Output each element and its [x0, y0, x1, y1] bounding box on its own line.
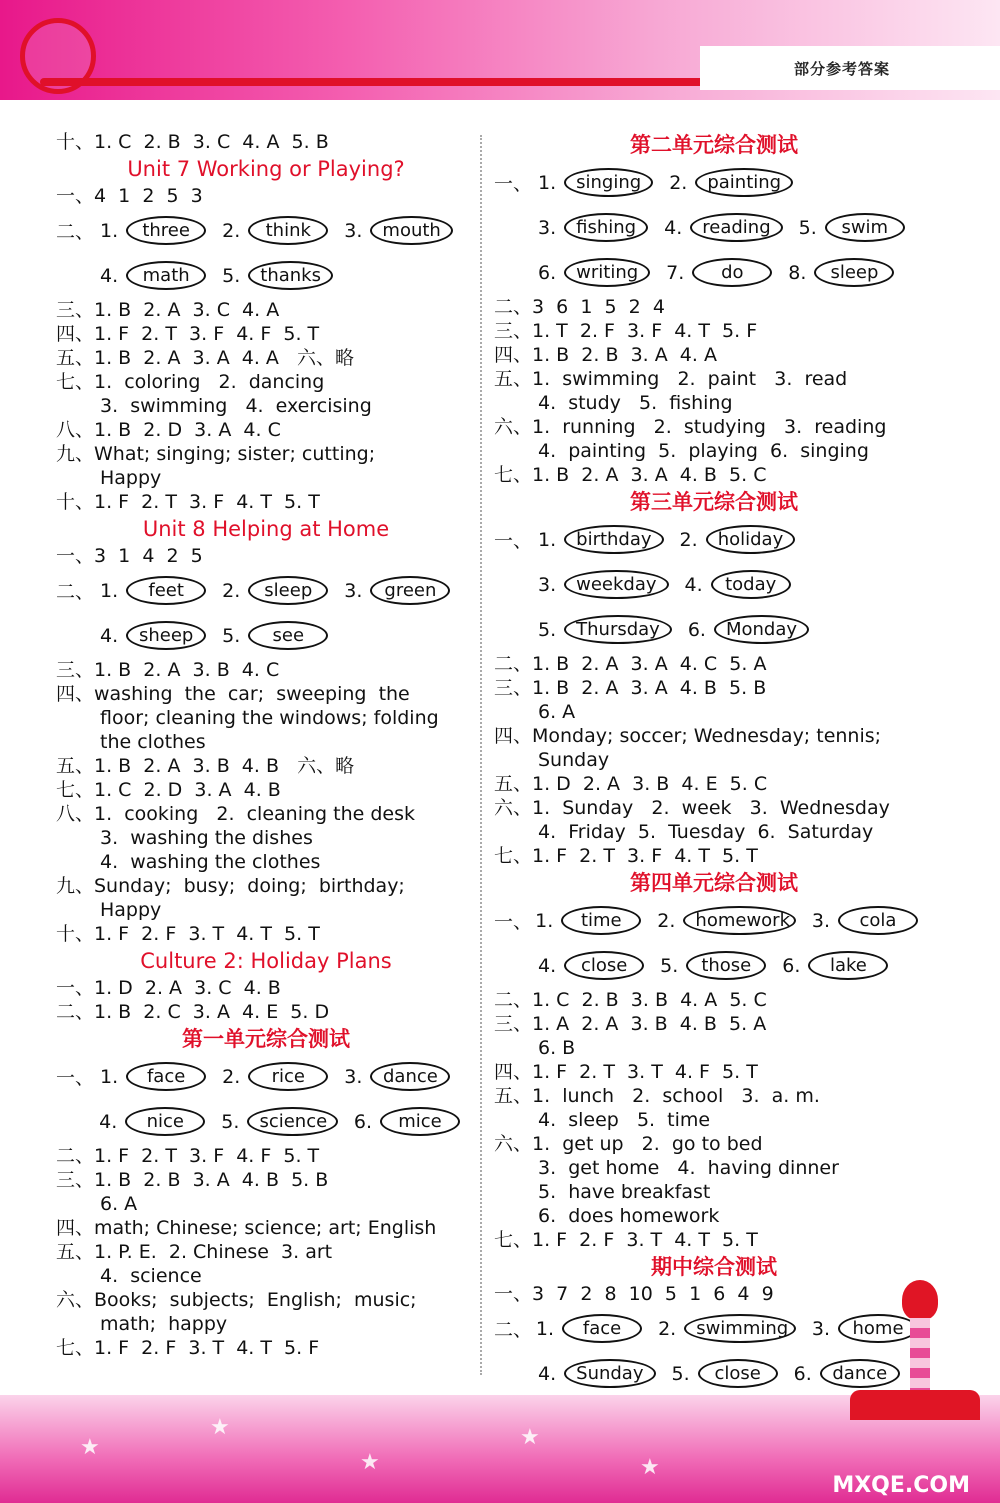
- circled-word: sleep: [248, 576, 328, 605]
- item-number: 4.: [684, 573, 703, 596]
- answer-line-continued: 4. Friday 5. Tuesday 6. Saturday: [538, 821, 874, 843]
- answer-line: 四、Monday; soccer; Wednesday; tennis;: [494, 725, 882, 747]
- right-answer-column: [494, 130, 934, 1396]
- answer-line: 三、1. B 2. B 3. A 4. B 5. B: [56, 1169, 329, 1191]
- answer-line-continued: 4. science: [100, 1265, 202, 1287]
- circled-word: singing: [564, 168, 653, 197]
- circled-word: green: [370, 576, 450, 605]
- item-number: 3.: [811, 1317, 830, 1340]
- unit-title: Unit 8 Helping at Home: [142, 517, 390, 541]
- answer-line: 十、1. F 2. T 3. F 4. T 5. T: [56, 491, 320, 513]
- watermark: MXQE.COM: [832, 1473, 970, 1498]
- circled-word: do: [692, 258, 772, 287]
- item-number: 5.: [222, 264, 241, 287]
- answer-line: 八、1. B 2. D 3. A 4. C: [56, 419, 281, 441]
- circled-word: fishing: [564, 213, 648, 242]
- section-number: 一、: [494, 911, 533, 933]
- circled-answer-row: [56, 568, 476, 613]
- star-icon: ★: [360, 1450, 380, 1475]
- answer-line-continued: 6. does homework: [538, 1205, 720, 1227]
- circled-word: cola: [838, 906, 918, 935]
- circled-word: sleep: [814, 258, 894, 287]
- item-number: 8.: [788, 261, 807, 284]
- answer-line: 四、washing the car; sweeping the: [56, 683, 410, 705]
- answer-line: 九、What; singing; sister; cutting;: [56, 443, 376, 465]
- answer-line: 十、1. F 2. F 3. T 4. T 5. T: [56, 923, 320, 945]
- circled-word: close: [564, 951, 644, 980]
- column-divider: [480, 135, 482, 1375]
- circled-word: swimming: [684, 1314, 796, 1343]
- circled-word: feet: [126, 576, 206, 605]
- test-section-title: 第一单元综合测试: [182, 1027, 350, 1051]
- item-number: 5.: [221, 1110, 240, 1133]
- item-number: 3.: [344, 579, 363, 602]
- item-number: 3.: [344, 1065, 363, 1088]
- item-number: 1.: [100, 1065, 119, 1088]
- item-number: 5.: [671, 1362, 690, 1385]
- answer-line-continued: math; happy: [100, 1313, 228, 1335]
- answer-line: 七、1. F 2. F 3. T 4. T 5. F: [56, 1337, 320, 1359]
- item-number: 6.: [687, 618, 706, 641]
- section-number: 二、: [56, 581, 95, 603]
- item-number: 6.: [353, 1110, 372, 1133]
- item-number: 3.: [344, 219, 363, 242]
- circled-word: holiday: [706, 525, 796, 554]
- answer-line: 一、3 7 2 8 10 5 1 6 4 9: [494, 1283, 774, 1305]
- answer-line-continued: the clothes: [100, 731, 206, 753]
- star-icon: ★: [640, 1455, 660, 1480]
- circled-word: see: [248, 621, 328, 650]
- circled-word: three: [126, 216, 206, 245]
- item-number: 4.: [99, 1110, 118, 1133]
- circled-answer-row: [494, 562, 934, 607]
- answer-line: 四、1. B 2. B 3. A 4. A: [494, 344, 717, 366]
- section-number: 一、: [494, 530, 533, 552]
- answer-line: 六、Books; subjects; English; music;: [56, 1289, 417, 1311]
- answer-line: 三、1. A 2. A 3. B 4. B 5. A: [494, 1013, 767, 1035]
- answer-line: 四、math; Chinese; science; art; English: [56, 1217, 437, 1239]
- answer-line: 九、Sunday; busy; doing; birthday;: [56, 875, 405, 897]
- answer-line-continued: 3. swimming 4. exercising: [100, 395, 372, 417]
- item-number: 1.: [100, 579, 119, 602]
- circled-word: dance: [370, 1062, 450, 1091]
- answer-line-continued: floor; cleaning the windows; folding: [100, 707, 439, 729]
- answer-line: 七、1. B 2. A 3. A 4. B 5. C: [494, 464, 767, 486]
- circled-word: science: [247, 1107, 337, 1136]
- test-section-title: 第四单元综合测试: [630, 871, 798, 895]
- answer-line: 六、1. running 2. studying 3. reading: [494, 416, 887, 438]
- circled-answer-row: [494, 160, 934, 205]
- answer-line-continued: 4. study 5. fishing: [538, 392, 733, 414]
- answer-line-continued: 6. A: [538, 701, 576, 723]
- circled-answer-row: [494, 517, 934, 562]
- circled-word: writing: [564, 258, 650, 287]
- answer-line-continued: 4. sleep 5. time: [538, 1109, 711, 1131]
- header-title: 部分参考答案: [793, 60, 890, 78]
- answer-line-continued: 5. have breakfast: [538, 1181, 711, 1203]
- star-icon: ★: [210, 1415, 230, 1440]
- circled-word: dance: [820, 1359, 900, 1388]
- answer-line-continued: Happy: [100, 899, 162, 921]
- item-number: 4.: [538, 954, 557, 977]
- circled-word: sheep: [126, 621, 206, 650]
- section-number: 一、: [56, 1067, 95, 1089]
- answer-line: 六、1. get up 2. go to bed: [494, 1133, 763, 1155]
- circled-answer-row: [494, 1306, 934, 1351]
- circled-word: time: [561, 906, 641, 935]
- test-section-title: 第二单元综合测试: [630, 133, 798, 157]
- answer-line: 五、1. swimming 2. paint 3. read: [494, 368, 848, 390]
- answer-line: 一、4 1 2 5 3: [56, 185, 203, 207]
- section-number: 二、: [56, 221, 95, 243]
- circled-word: close: [698, 1359, 778, 1388]
- item-number: 3.: [538, 573, 557, 596]
- answer-line: 七、1. F 2. F 3. T 4. T 5. T: [494, 1229, 758, 1251]
- circled-answer-row: [494, 205, 934, 250]
- circled-word: lake: [808, 951, 888, 980]
- answer-line: 四、1. F 2. T 3. F 4. F 5. T: [56, 323, 320, 345]
- item-number: 6.: [793, 1362, 812, 1385]
- answer-line: 三、1. T 2. F 3. F 4. T 5. F: [494, 320, 758, 342]
- answer-line: 七、1. F 2. T 3. F 4. T 5. T: [494, 845, 758, 867]
- answer-line: 五、1. B 2. A 3. B 4. B 六、略: [56, 755, 355, 777]
- answer-line-continued: Sunday: [538, 749, 610, 771]
- answer-line-continued: 3. washing the dishes: [100, 827, 313, 849]
- item-number: 6.: [782, 954, 801, 977]
- circled-word: weekday: [564, 570, 668, 599]
- item-number: 2.: [679, 528, 698, 551]
- answer-line: 三、1. B 2. A 3. A 4. B 5. B: [494, 677, 767, 699]
- item-number: 2.: [669, 171, 688, 194]
- answer-line: 六、1. Sunday 2. week 3. Wednesday: [494, 797, 890, 819]
- circled-word: reading: [690, 213, 782, 242]
- answer-line: 二、1. B 2. A 3. A 4. C 5. A: [494, 653, 767, 675]
- circled-answer-row: [56, 253, 476, 298]
- test-section-title: 第三单元综合测试: [630, 490, 798, 514]
- circled-answer-row: [56, 1054, 476, 1099]
- item-number: 2.: [658, 1317, 677, 1340]
- item-number: 2.: [222, 579, 241, 602]
- circled-answer-row: [494, 250, 934, 295]
- answer-line-continued: 3. get home 4. having dinner: [538, 1157, 839, 1179]
- circled-word: face: [562, 1314, 642, 1343]
- answer-line: 五、1. lunch 2. school 3. a. m.: [494, 1085, 820, 1107]
- answer-line: 五、1. D 2. A 3. B 4. E 5. C: [494, 773, 768, 795]
- answer-line: 八、1. cooking 2. cleaning the desk: [56, 803, 416, 825]
- item-number: 4.: [100, 264, 119, 287]
- answer-line-continued: 6. A: [100, 1193, 138, 1215]
- item-number: 5.: [222, 624, 241, 647]
- circled-word: Thursday: [564, 615, 672, 644]
- item-number: 1.: [100, 219, 119, 242]
- unit-title: Culture 2: Holiday Plans: [140, 949, 392, 973]
- item-number: 5.: [660, 954, 679, 977]
- item-number: 3.: [538, 216, 557, 239]
- circled-word: those: [686, 951, 766, 980]
- answer-line: 三、1. B 2. A 3. B 4. C: [56, 659, 280, 681]
- circled-word: birthday: [564, 525, 663, 554]
- item-number: 1.: [535, 909, 554, 932]
- item-number: 2.: [657, 909, 676, 932]
- circled-word: today: [711, 570, 791, 599]
- house-roof-illustration: [850, 1390, 980, 1420]
- circled-word: mice: [380, 1107, 460, 1136]
- item-number: 1.: [538, 528, 557, 551]
- item-number: 1.: [535, 1317, 555, 1340]
- answer-line: 三、1. B 2. A 3. C 4. A: [56, 299, 280, 321]
- item-number: 5.: [798, 216, 817, 239]
- circled-answer-row: [494, 607, 934, 652]
- item-number: 1.: [538, 171, 557, 194]
- answer-line: 二、1. C 2. B 3. B 4. A 5. C: [494, 989, 767, 1011]
- answer-line: 二、1. F 2. T 3. F 4. F 5. T: [56, 1145, 320, 1167]
- unit-title: Unit 7 Working or Playing?: [127, 157, 405, 181]
- circled-word: mouth: [370, 216, 452, 245]
- item-number: 4.: [538, 1362, 557, 1385]
- item-number: 6.: [538, 261, 557, 284]
- circled-word: homework: [683, 906, 795, 935]
- star-icon: ★: [80, 1435, 100, 1460]
- test-section-title: 期中综合测试: [651, 1255, 777, 1279]
- circled-answer-row: [494, 898, 934, 943]
- circled-word: face: [126, 1062, 206, 1091]
- answer-line: 二、3 6 1 5 2 4: [494, 296, 665, 318]
- circled-word: Sunday: [564, 1359, 655, 1388]
- item-number: 7.: [666, 261, 685, 284]
- section-number: 二、: [494, 1319, 533, 1341]
- item-number: 4.: [100, 624, 119, 647]
- circled-answer-row: [56, 1099, 476, 1144]
- circled-word: think: [248, 216, 328, 245]
- answer-line: 七、1. C 2. D 3. A 4. B: [56, 779, 281, 801]
- circled-answer-row: [494, 943, 934, 988]
- star-icon: ★: [520, 1425, 540, 1450]
- circled-word: nice: [125, 1107, 205, 1136]
- item-number: 2.: [222, 219, 241, 242]
- red-bar-decoration: [40, 78, 730, 86]
- section-number: 一、: [494, 173, 533, 195]
- page-header-banner: [0, 0, 1000, 100]
- circled-answer-row: [56, 208, 476, 253]
- answer-line: 五、1. B 2. A 3. A 4. A 六、略: [56, 347, 355, 369]
- answer-line: 七、1. coloring 2. dancing: [56, 371, 325, 393]
- answer-line-continued: 4. painting 5. playing 6. singing: [538, 440, 869, 462]
- answer-line-continued: 4. washing the clothes: [100, 851, 321, 873]
- answer-line: 一、3 1 4 2 5: [56, 545, 203, 567]
- circled-word: home: [838, 1314, 918, 1343]
- circled-word: painting: [695, 168, 793, 197]
- answer-line-continued: 6. B: [538, 1037, 576, 1059]
- circled-word: math: [126, 261, 206, 290]
- item-number: 4.: [664, 216, 683, 239]
- item-number: 3.: [811, 909, 830, 932]
- answer-line: 一、1. D 2. A 3. C 4. B: [56, 977, 281, 999]
- circled-word: thanks: [248, 261, 333, 290]
- tower-dome: [902, 1280, 938, 1320]
- answer-line: 十、1. C 2. B 3. C 4. A 5. B: [56, 131, 329, 153]
- circled-word: swim: [825, 213, 905, 242]
- circled-answer-row: [56, 613, 476, 658]
- answer-line: 五、1. P. E. 2. Chinese 3. art: [56, 1241, 333, 1263]
- left-answer-column: [56, 130, 476, 1360]
- circled-word: Monday: [714, 615, 809, 644]
- answer-line: 二、1. B 2. C 3. A 4. E 5. D: [56, 1001, 330, 1023]
- answer-line-continued: Happy: [100, 467, 162, 489]
- answer-line: 四、1. F 2. T 3. T 4. F 5. T: [494, 1061, 758, 1083]
- item-number: 5.: [538, 618, 557, 641]
- item-number: 2.: [222, 1065, 241, 1088]
- circled-word: rice: [248, 1062, 328, 1091]
